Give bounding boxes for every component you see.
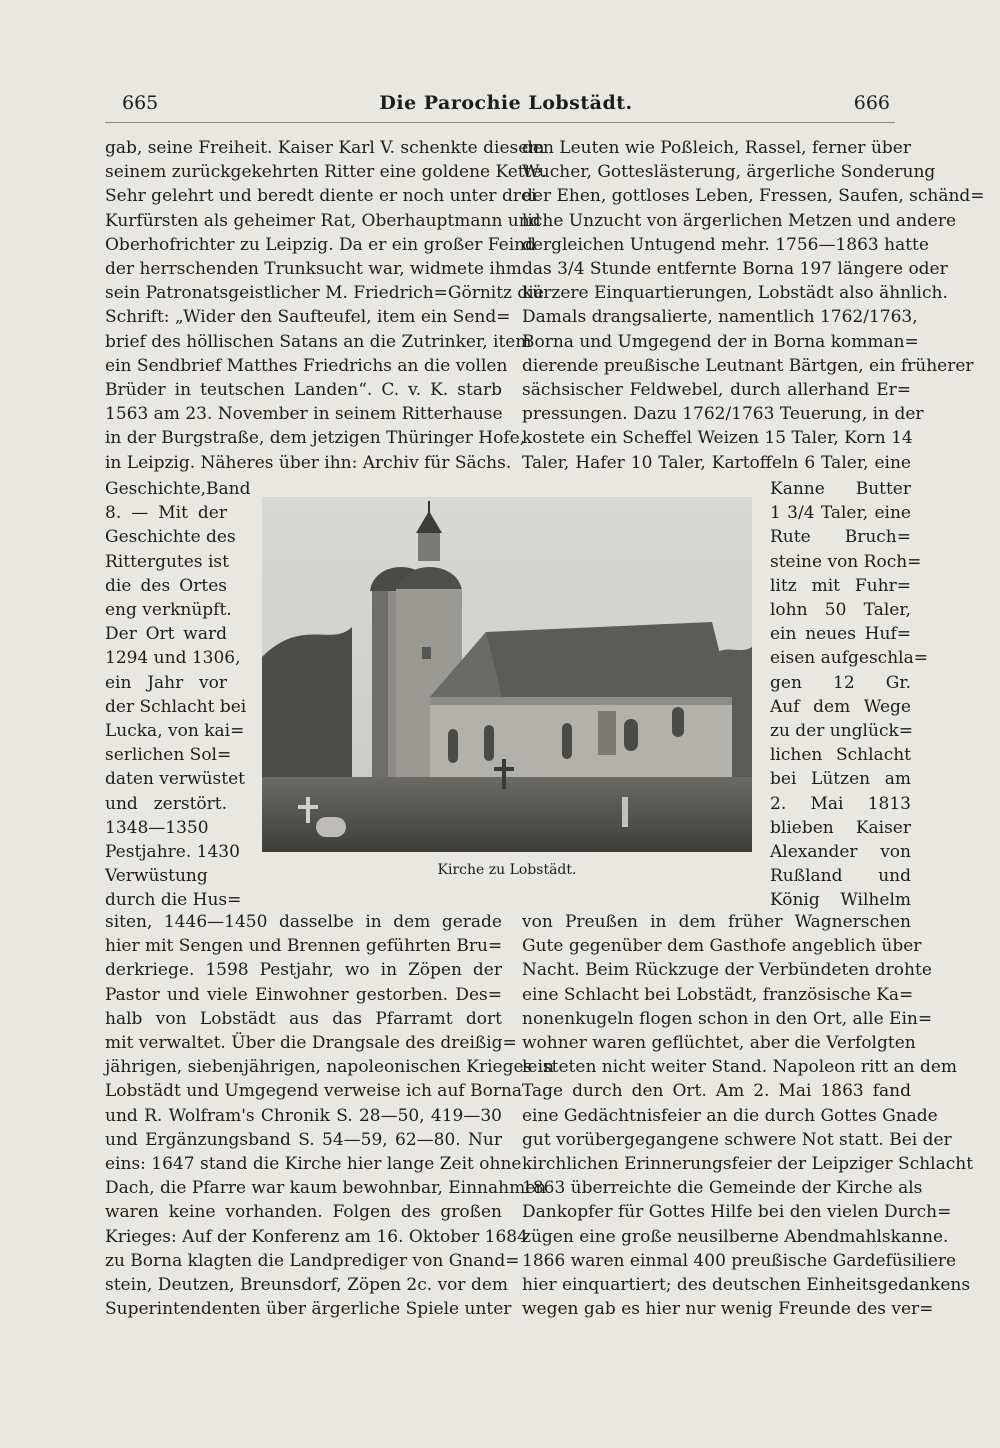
text-line: der Ehen, gottloses Leben, Fressen, Saufen, schänd= (522, 186, 985, 207)
text-line: eine Schlacht bei Lobstädt, französische Ka= (522, 984, 914, 1005)
text-line: halb von Lobstädt aus das Pfarramt dort (105, 1008, 502, 1029)
photo-caption: Kirche zu Lobstädt. (437, 862, 577, 878)
text-line: lohn 50 Taler, (770, 600, 911, 621)
text-line: 1866 waren einmal 400 preußische Gardefüsiliere (522, 1250, 957, 1271)
text-line: Brüder in teutschen Landen“. C. v. K. starb (105, 380, 502, 401)
text-line: Rute Bruch= (770, 527, 911, 548)
text-line: Kurfürsten als geheimer Rat, Oberhauptmann und (105, 210, 541, 231)
text-line: dierende preußische Leutnant Bärtgen, ein früherer (522, 355, 974, 376)
running-header (122, 92, 890, 116)
text-line: Dach, die Pfarre war kaum bewohnbar, Einnahmen (105, 1178, 547, 1199)
text-line: eine Gedächtnisfeier an die durch Gottes Gnade (522, 1105, 938, 1126)
text-line: Geschichte des (105, 527, 236, 548)
text-line: 2. Mai 1813 (770, 793, 911, 814)
text-line: ein neues Huf= (770, 624, 911, 645)
text-line: 1 3/4 Taler, eine (770, 503, 911, 524)
text-line: stein, Deutzen, Breunsdorf, Zöpen 2c. vor dem (105, 1275, 509, 1296)
text-line: Pastor und viele Einwohner gestorben. Des= (105, 984, 502, 1005)
right-column-top (522, 136, 985, 475)
text-line: Dankopfer für Gottes Hilfe bei den vielen Durch= (522, 1202, 952, 1223)
text-line: hier mit Sengen und Brennen geführten Bru= (105, 936, 503, 957)
text-line: kirchlichen Erinnerungsfeier der Leipziger Schlacht (522, 1154, 974, 1175)
text-line: Schrift: „Wider den Saufteufel, item ein Send= (105, 307, 511, 328)
text-line: zu der unglück= (770, 721, 914, 742)
text-line: gen 12 Gr. (770, 672, 911, 693)
text-line: 8. — Mit der (105, 503, 227, 524)
right-column-narrow (770, 477, 928, 913)
text-line: brief des höllischen Satans an die Zutrinker, item (105, 331, 532, 352)
text-line: durch die Hus= (105, 890, 242, 911)
text-line: 1863 überreichte die Gemeinde der Kirche als (522, 1178, 923, 1199)
text-line: seinem zurückgekehrten Ritter eine goldene Kette. (105, 162, 547, 183)
text-line: Geschichte,Band (105, 479, 251, 499)
text-line: eins: 1647 stand die Kirche hier lange Zeit ohne (105, 1154, 522, 1175)
text-line: hier einquartiert; des deutschen Einheitsgedankens (522, 1275, 971, 1296)
text-line: ein Jahr vor (105, 672, 227, 693)
text-line: derkriege. 1598 Pestjahr, wo in Zöpen der (105, 960, 502, 981)
page-number-left: 665 (122, 92, 159, 114)
text-line: mit verwaltet. Über die Drangsale des dreißig= (105, 1033, 517, 1054)
text-line: Rittergutes ist (105, 551, 229, 572)
text-line: dergleichen Untugend mehr. 1756—1863 hatte (522, 234, 929, 255)
text-line: Krieges: Auf der Konferenz am 16. Oktober 1684 (105, 1226, 528, 1247)
text-line: kürzere Einquartierungen, Lobstädt also ähnlich. (522, 283, 948, 304)
text-line: König Wilhelm (770, 890, 911, 911)
text-line: wegen gab es hier nur wenig Freunde des ver= (522, 1299, 934, 1320)
text-line: Pestjahre. 1430 (105, 842, 240, 863)
text-line: Kanne Butter (770, 479, 911, 499)
left-column-top (105, 136, 547, 475)
text-line: in Leipzig. Näheres über ihn: Archiv für Sächs. (105, 452, 512, 473)
text-line: Superintendenten über ärgerliche Spiele unter (105, 1299, 512, 1320)
text-line: zu Borna klagten die Landprediger von Gnand= (105, 1250, 520, 1271)
text-line: 1563 am 23. November in seinem Ritterhause (105, 404, 503, 425)
text-line: gut vorübergegangene schwere Not statt. Bei der (522, 1129, 952, 1150)
left-column-bottom (105, 910, 555, 1321)
text-line: Tage durch den Ort. Am 2. Mai 1863 fand (522, 1081, 911, 1102)
text-line: Lucka, von kai= (105, 721, 245, 742)
text-line: steine von Roch= (770, 551, 922, 572)
text-line: eisen aufgeschla= (770, 648, 928, 669)
text-line: siten, 1446—1450 dasselbe in dem gerade (105, 912, 502, 932)
text-line: die des Ortes (105, 575, 227, 596)
text-line: und zerstört. (105, 793, 227, 814)
text-line: wohner waren geflüchtet, aber die Verfolgten (522, 1033, 916, 1054)
text-line: jährigen, siebenjährigen, napoleonischen Krieges in (105, 1057, 555, 1078)
text-line: lichen Schlacht (770, 745, 911, 766)
text-line: Der Ort ward (105, 624, 227, 645)
text-line: Taler, Hafer 10 Taler, Kartoffeln 6 Taler, eine (522, 452, 911, 473)
text-line: Verwüstung (105, 866, 208, 887)
text-line: Rußland und (770, 866, 911, 887)
text-line: nonenkugeln flogen schon in den Ort, alle Ein= (522, 1008, 933, 1029)
text-line: ein Sendbrief Matthes Friedrichs an die vollen (105, 355, 508, 376)
running-title: Die Parochie Lobstädt. (379, 92, 633, 114)
text-line: Damals drangsalierte, namentlich 1762/1763, (522, 307, 918, 328)
text-line: 1348—1350 (105, 817, 209, 838)
text-line: serlichen Sol= (105, 745, 232, 766)
text-line: bei Lützen am (770, 769, 911, 790)
text-line: zügen eine große neusilberne Abendmahlskanne. (522, 1226, 949, 1247)
text-line: blieben Kaiser (770, 817, 911, 838)
text-line: Borna und Umgegend der in Borna komman= (522, 331, 919, 352)
text-line: den Leuten wie Poßleich, Rassel, ferner über (522, 138, 911, 158)
text-line: der herrschenden Trunksucht war, widmete ihm (105, 259, 522, 280)
text-line: und R. Wolfram's Chronik S. 28—50, 419—30 (105, 1105, 502, 1126)
text-line: kostete ein Scheffel Weizen 15 Taler, Korn 14 (522, 428, 913, 449)
right-column-bottom (522, 910, 974, 1321)
church-photo (262, 497, 752, 852)
text-line: litz mit Fuhr= (770, 575, 911, 596)
page-number-right: 666 (853, 92, 890, 114)
text-line: Lobstädt und Umgegend verweise ich auf Borna (105, 1081, 523, 1102)
text-line: Nacht. Beim Rückzuge der Verbündeten drohte (522, 960, 932, 981)
text-line: Alexander von (770, 842, 911, 863)
left-column-narrow (105, 477, 251, 913)
text-line: eng verknüpft. (105, 600, 232, 621)
text-line: Gute gegenüber dem Gasthofe angeblich über (522, 936, 922, 957)
text-line: liche Unzucht von ärgerlichen Metzen und andere (522, 210, 957, 231)
header-rule (105, 122, 895, 123)
text-line: Oberhofrichter zu Leipzig. Da er ein großer Feind (105, 234, 536, 255)
text-line: gab, seine Freiheit. Kaiser Karl V. schenkte diesem (105, 138, 545, 158)
text-line: 1294 und 1306, (105, 648, 241, 669)
text-line: leisteten nicht weiter Stand. Napoleon ritt an dem (522, 1057, 958, 1078)
text-line: das 3/4 Stunde entfernte Borna 197 längere oder (522, 259, 948, 280)
text-line: pressungen. Dazu 1762/1763 Teuerung, in der (522, 404, 924, 425)
text-line: Auf dem Wege (770, 696, 911, 717)
text-line: Wucher, Gotteslästerung, ärgerliche Sonderung (522, 162, 936, 183)
text-line: der Schlacht bei (105, 696, 247, 717)
text-line: in der Burgstraße, dem jetzigen Thüringer Hofe, (105, 428, 526, 449)
text-line: sächsischer Feldwebel, durch allerhand Er= (522, 380, 911, 401)
text-line: von Preußen in dem früher Wagnerschen (522, 912, 911, 932)
text-line: Sehr gelehrt und beredt diente er noch unter drei (105, 186, 537, 207)
text-line: daten verwüstet (105, 769, 246, 790)
text-line: waren keine vorhanden. Folgen des großen (105, 1202, 502, 1223)
text-line: und Ergänzungsband S. 54—59, 62—80. Nur (105, 1129, 502, 1150)
text-line: sein Patronatsgeistlicher M. Friedrich=Görnitz die (105, 283, 544, 304)
